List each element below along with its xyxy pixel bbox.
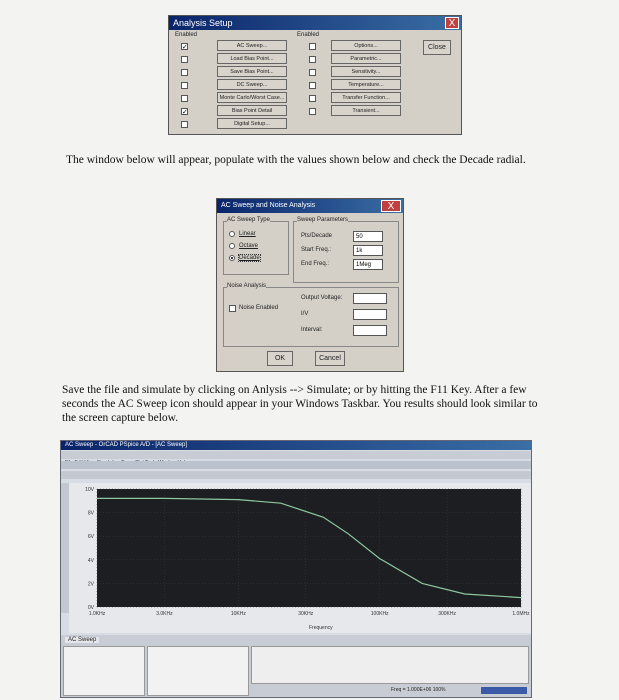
sweep-param-label: Pts/Decade xyxy=(301,233,333,239)
analysis-enable-checkbox[interactable] xyxy=(309,108,316,115)
menu-bar[interactable] xyxy=(61,451,531,459)
analysis-enable-checkbox[interactable] xyxy=(181,82,188,89)
instruction-paragraph-1: The window below will appear, populate with the values shown below and check the Decade radial. xyxy=(66,154,526,166)
analysis-setup-titlebar xyxy=(169,16,461,30)
plot-area xyxy=(61,483,531,633)
close-icon[interactable]: X xyxy=(445,17,459,29)
y-tick-label: 0V xyxy=(87,605,94,611)
output-panel-right xyxy=(251,646,529,684)
analysis-button[interactable]: Options... xyxy=(331,40,401,51)
noise-enabled-checkbox[interactable] xyxy=(229,305,236,312)
y-tick-label: 8V xyxy=(87,510,94,517)
x-tick-label: 30KHz xyxy=(298,611,314,617)
plot-background xyxy=(97,489,521,607)
y-tick-label: 6V xyxy=(87,534,94,541)
noise-field-input[interactable] xyxy=(353,309,387,320)
analysis-enable-checkbox[interactable] xyxy=(309,82,316,89)
analysis-button[interactable]: Save Bias Point... xyxy=(217,66,287,77)
toolbar-1[interactable] xyxy=(61,461,531,469)
sweep-param-input[interactable]: 50 xyxy=(353,231,383,242)
analysis-button[interactable]: Sensitivity... xyxy=(331,66,401,77)
analysis-enable-checkbox[interactable]: ✓ xyxy=(182,108,188,116)
analysis-button[interactable]: Load Bias Point... xyxy=(217,53,287,64)
analysis-button[interactable]: Transient... xyxy=(331,105,401,116)
noise-enabled-label: Noise Enabled xyxy=(239,305,279,311)
x-axis-label: Frequency xyxy=(309,625,333,631)
analysis-enable-checkbox[interactable] xyxy=(181,69,188,76)
x-tick-label: 1.0KHz xyxy=(88,611,106,617)
analysis-setup-title: Analysis Setup xyxy=(173,18,233,28)
y-tick-label: 4V xyxy=(87,557,94,564)
y-tick-label: 10V xyxy=(85,487,94,493)
ac-sweep-dialog xyxy=(216,198,404,372)
taskbar-strip xyxy=(481,687,527,694)
sweep-type-radio[interactable] xyxy=(229,231,235,237)
toolbar-2[interactable] xyxy=(61,471,531,479)
output-panel-mid xyxy=(147,646,249,696)
analysis-button[interactable]: Transfer Function... xyxy=(331,92,401,103)
noise-field-input[interactable] xyxy=(353,293,387,304)
enabled-col-header-2: Enabled xyxy=(297,32,320,38)
sweep-type-option-label: Decade xyxy=(239,255,260,261)
sweep-type-option-label: Octave xyxy=(239,243,259,249)
noise-label: Noise Analysis xyxy=(227,283,267,289)
analysis-enable-checkbox[interactable] xyxy=(181,95,188,102)
sweep-type-radio[interactable] xyxy=(229,255,235,261)
sweep-type-radio[interactable] xyxy=(229,243,235,249)
ok-button[interactable]: OK xyxy=(267,351,293,366)
analysis-enable-checkbox[interactable] xyxy=(181,121,188,128)
sweep-param-input[interactable]: 1Meg xyxy=(353,259,383,270)
close-button[interactable]: Close xyxy=(423,40,451,55)
sweep-param-label: Start Freq.: xyxy=(301,247,332,253)
ac-sweep-titlebar xyxy=(217,199,403,213)
status-bar: Freq = 1.000E+06 100% xyxy=(391,687,446,693)
ac-sweep-tab[interactable]: AC Sweep xyxy=(65,637,99,643)
x-tick-label: 3.0KHz xyxy=(156,611,173,617)
analysis-button[interactable]: Monte Carlo/Worst Case... xyxy=(217,92,287,103)
ac-sweep-title: AC Sweep and Noise Analysis xyxy=(221,202,316,209)
x-tick-label: 10KHz xyxy=(230,611,246,617)
analysis-button[interactable]: DC Sweep... xyxy=(217,79,287,90)
x-tick-label: 300KHz xyxy=(438,611,456,617)
analysis-enable-checkbox[interactable] xyxy=(181,56,188,63)
output-pane xyxy=(61,635,531,697)
sweep-param-label: End Freq.: xyxy=(301,261,330,267)
analysis-button[interactable]: Digital Setup... xyxy=(217,118,287,129)
analysis-button[interactable]: Parametric... xyxy=(331,53,401,64)
probe-title: AC Sweep - OrCAD PSpice A/D - [AC Sweep] xyxy=(65,442,188,448)
analysis-setup-dialog xyxy=(168,15,462,135)
cancel-button[interactable]: Cancel xyxy=(315,351,345,366)
sweep-param-input[interactable]: 1k xyxy=(353,245,383,256)
analysis-enable-checkbox[interactable] xyxy=(309,43,316,50)
probe-window xyxy=(60,440,532,698)
noise-field-label: Interval: xyxy=(301,327,323,333)
noise-field-label: Output Voltage: xyxy=(301,295,343,301)
analysis-enable-checkbox[interactable]: ✓ xyxy=(182,43,188,51)
analysis-enable-checkbox[interactable] xyxy=(309,95,316,102)
probe-titlebar xyxy=(61,441,531,450)
x-tick-label: 1.0MHz xyxy=(512,611,530,617)
output-log xyxy=(63,646,145,696)
analysis-enable-checkbox[interactable] xyxy=(309,56,316,63)
sweep-params-label: Sweep Parameters xyxy=(297,217,349,223)
analysis-button[interactable]: Temperature... xyxy=(331,79,401,90)
noise-field-label: I/V xyxy=(301,311,309,317)
enabled-col-header: Enabled xyxy=(175,32,198,38)
x-tick-label: 100KHz xyxy=(370,611,389,617)
close-icon[interactable]: X xyxy=(381,200,401,212)
analysis-button[interactable]: AC Sweep... xyxy=(217,40,287,51)
sweep-type-option-label: Linear xyxy=(239,231,256,237)
noise-field-input[interactable] xyxy=(353,325,387,336)
analysis-button[interactable]: Bias Point Detail xyxy=(217,105,287,116)
y-tick-label: 2V xyxy=(87,581,94,588)
instruction-paragraph-2: Save the file and simulate by clicking on Anlysis --> Simulate; or by hitting the F11 Key. After a few seconds the AC Sweep icon should appear in your Windows Taskbar. You results should look similar to the screen capture below. xyxy=(62,384,538,424)
analysis-enable-checkbox[interactable] xyxy=(309,69,316,76)
sweep-type-label: AC Sweep Type xyxy=(227,217,270,223)
